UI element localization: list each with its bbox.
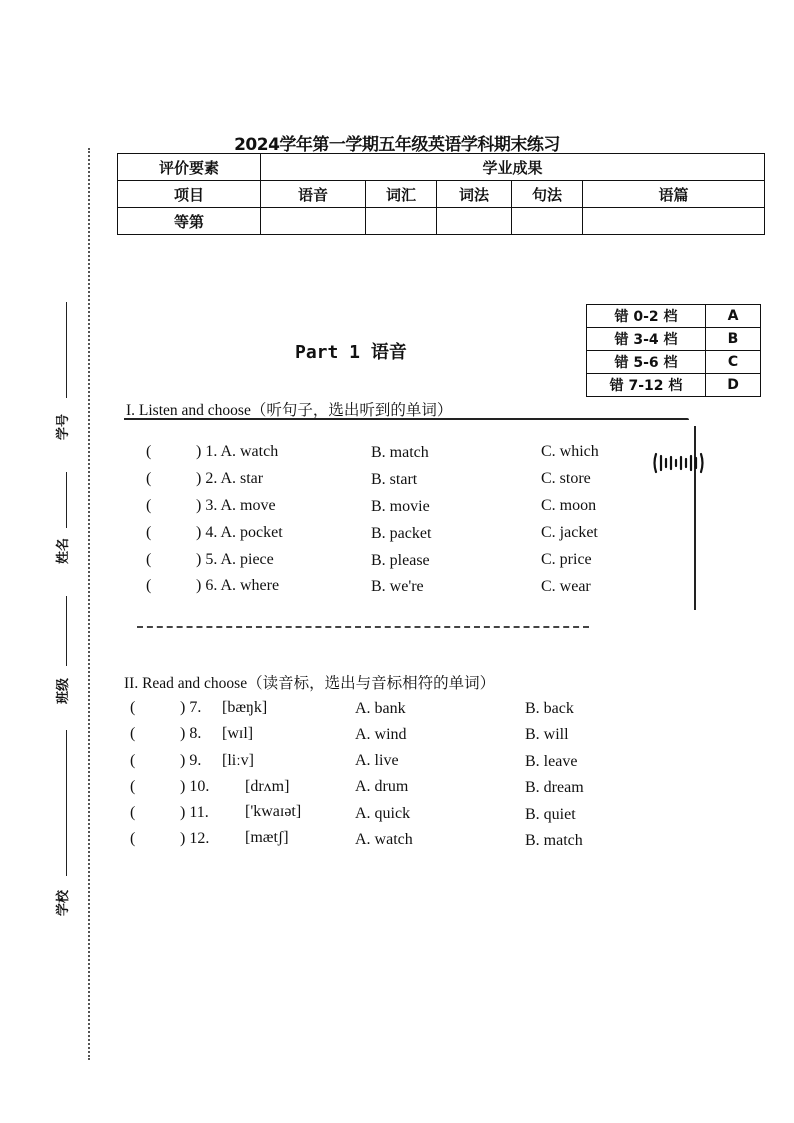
eval-row3-label: 等第: [118, 208, 261, 235]
question-option-a: ) 1. A. watch: [196, 443, 279, 460]
eval-item-yuyin: 语音: [261, 181, 366, 208]
phonetic: [mætʃ]: [245, 829, 289, 846]
question-option-b: B. back: [525, 700, 574, 717]
eval-item-yupian: 语篇: [583, 181, 765, 208]
grade-range: 错 7-12 档: [587, 374, 706, 397]
question-option-a: ) 5. A. piece: [196, 551, 274, 568]
answer-paren[interactable]: (: [130, 725, 136, 742]
answer-paren[interactable]: (: [146, 470, 152, 487]
xingming-line: [66, 472, 67, 528]
evaluation-table: [117, 153, 765, 235]
sound-wave-icon: [652, 448, 706, 478]
phonetic: [bæŋk]: [222, 699, 268, 716]
answer-paren[interactable]: (: [146, 443, 152, 460]
grade-cell-yupian[interactable]: [583, 208, 765, 235]
question-option-a: A. watch: [355, 831, 413, 848]
question-option-c: C. price: [541, 551, 592, 568]
question-option-c: C. moon: [541, 497, 597, 514]
section1-heading: I. Listen and choose（听句子，选出听到的单词）: [126, 402, 453, 419]
question-option-a: ) 6. A. where: [196, 577, 280, 594]
binding-line: [88, 148, 90, 1060]
question-option-b: B. will: [525, 726, 569, 743]
xuehao-line: [66, 302, 67, 398]
question-number: ) 11.: [180, 804, 209, 821]
question-option-a: ) 2. A. star: [196, 470, 264, 487]
phonetic: ['kwaɪət]: [245, 803, 302, 820]
grade-letter: A: [706, 305, 761, 328]
answer-paren[interactable]: (: [146, 497, 152, 514]
answer-paren[interactable]: (: [146, 551, 152, 568]
section2-heading: II. Read and choose（读音标，选出与音标相符的单词）: [124, 675, 496, 692]
grade-cell-cihui[interactable]: [366, 208, 437, 235]
question-option-c: C. store: [541, 470, 591, 487]
grade-cell-yuyin[interactable]: [261, 208, 366, 235]
question-number: ) 10.: [180, 778, 210, 795]
answer-paren[interactable]: (: [130, 830, 136, 847]
banji-line: [66, 596, 67, 666]
section1-box-bottom: [137, 626, 589, 628]
page-title: 2024学年第一学期五年级英语学科期末练习: [234, 135, 560, 155]
answer-paren[interactable]: (: [146, 524, 152, 541]
grade-letter: B: [706, 328, 761, 351]
question-option-a: ) 3. A. move: [196, 497, 276, 514]
question-option-b: B. dream: [525, 779, 584, 796]
question-option-a: A. drum: [355, 778, 409, 795]
question-option-b: B. we're: [371, 578, 424, 595]
banji-label: 班级: [56, 677, 71, 704]
answer-paren[interactable]: (: [130, 778, 136, 795]
grade-letter: C: [706, 351, 761, 374]
eval-row1-label: 评价要素: [118, 154, 261, 181]
section1-box-top: [124, 418, 689, 420]
eval-row1-value: 学业成果: [261, 154, 765, 181]
answer-paren[interactable]: (: [130, 804, 136, 821]
question-number: ) 9.: [180, 752, 202, 769]
phonetic: [wɪl]: [222, 725, 254, 742]
question-option-a: A. live: [355, 752, 399, 769]
question-option-a: A. bank: [355, 700, 406, 717]
question-number: ) 12.: [180, 830, 210, 847]
question-option-c: C. wear: [541, 578, 591, 595]
question-number: ) 8.: [180, 725, 202, 742]
question-option-b: B. match: [525, 832, 583, 849]
answer-paren[interactable]: (: [130, 699, 136, 716]
grade-cell-jufa[interactable]: [512, 208, 583, 235]
xuexiao-label: 学校: [56, 889, 71, 916]
part-title: Part 1 语音: [295, 342, 407, 363]
question-option-b: B. please: [371, 552, 430, 569]
grade-scale-table: [586, 304, 761, 397]
grade-letter: D: [706, 374, 761, 397]
question-option-a: A. quick: [355, 805, 411, 822]
xuexiao-line: [66, 730, 67, 876]
eval-item-jufa: 句法: [512, 181, 583, 208]
question-option-c: C. jacket: [541, 524, 598, 541]
eval-row2-label: 项目: [118, 181, 261, 208]
question-option-b: B. leave: [525, 753, 578, 770]
answer-paren[interactable]: (: [146, 577, 152, 594]
question-option-a: ) 4. A. pocket: [196, 524, 283, 541]
phonetic: [drʌm]: [245, 778, 290, 795]
xuehao-label: 学号: [56, 413, 71, 440]
answer-paren[interactable]: (: [130, 752, 136, 769]
question-option-a: A. wind: [355, 726, 407, 743]
question-option-b: B. quiet: [525, 806, 576, 823]
eval-item-cihui: 词汇: [366, 181, 437, 208]
question-option-b: B. packet: [371, 525, 432, 542]
question-option-b: B. start: [371, 471, 418, 488]
phonetic: [liːv]: [222, 752, 254, 769]
question-option-b: B. match: [371, 444, 429, 461]
grade-range: 错 5-6 档: [587, 351, 706, 374]
question-option-c: C. which: [541, 443, 599, 460]
grade-cell-cifa[interactable]: [437, 208, 512, 235]
xingming-label: 姓名: [56, 537, 71, 564]
grade-range: 错 3-4 档: [587, 328, 706, 351]
grade-range: 错 0-2 档: [587, 305, 706, 328]
question-number: ) 7.: [180, 699, 202, 716]
question-option-b: B. movie: [371, 498, 430, 515]
eval-item-cifa: 词法: [437, 181, 512, 208]
